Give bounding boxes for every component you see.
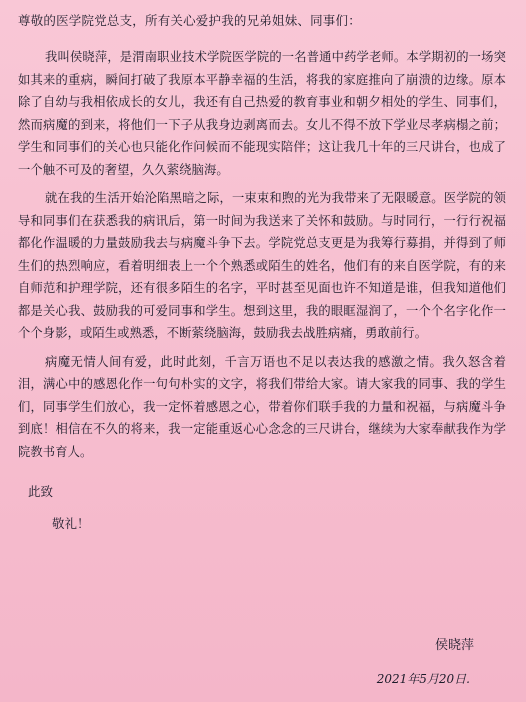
letter-paragraph-1: 我叫侯晓萍，是渭南职业技术学院医学院的一名普通中药学老师。本学期初的一场突如其来的重病，瞬间打破了我原本平静幸福的生活，将我的家庭推向了崩溃的边缘。原本除了自幼与我相依成长的女儿，我还有自己热爱的教育事业和朝夕相处的学生、同事们，然而病魔的到来，将他们一下子从我身边剥离而去。女儿不得不放下学业尽孝病榻之前；学生和同事们的关心也只能化作问候而不能现实陪伴；这让我几十年的三尺讲台，也成了一个触不可及的奢望，久久萦绕脑海。: [18, 50, 506, 177]
letter-signature: 侯晓萍: [434, 638, 474, 653]
letter-closing: 此致: [28, 484, 54, 499]
letter-date: 2021年5月20日.: [376, 672, 470, 686]
letter-greeting: 尊敬的医学院党总支，所有关心爱护我的兄弟姐妹、同事们：: [18, 13, 361, 28]
letter-paragraph-3: 病魔无情人间有爱，此时此刻，千言万语也不足以表达我的感激之情。我久怒含着泪，满心中的感恩化作一句句朴实的文字，将我们带给大家。请大家我的同事、我的学生们，同事学生们放心，我一定怀着感恩之心，带着你们联手我的力量和祝福，与病魔斗争到底！相信在不久的将来，我一定能重返心心念念的三尺讲台，继续为大家奉献我作为学院教书育人。: [18, 354, 506, 459]
letter-paragraph-2: 就在我的生活开始沦陷黑暗之际，一束束和煦的光为我带来了无限暖意。医学院的领导和同事们在获悉我的病讯后，第一时间为我送来了关怀和鼓励。与时同行，一行行祝福都化作温暖的力量鼓励我去与病魔斗争下去。学院党总支更是为我筹行募捐，并得到了师生们的热烈响应，看着明细表上一个个熟悉或陌生的姓名，他们有的来自医学院，有的来自师范和护理学院，还有很多陌生的名字，平时甚至见面也许不知道是谁，但我知道他们都是关心我、鼓励我的可爱同事和学生。想到这里，我的眼眶湿润了，一个个名字化作一个个身影，或陌生或熟悉，不断萦绕脑海，鼓励我去战胜病痛，勇敢前行。: [18, 191, 506, 340]
letter-salute: 敬礼！: [52, 516, 90, 531]
